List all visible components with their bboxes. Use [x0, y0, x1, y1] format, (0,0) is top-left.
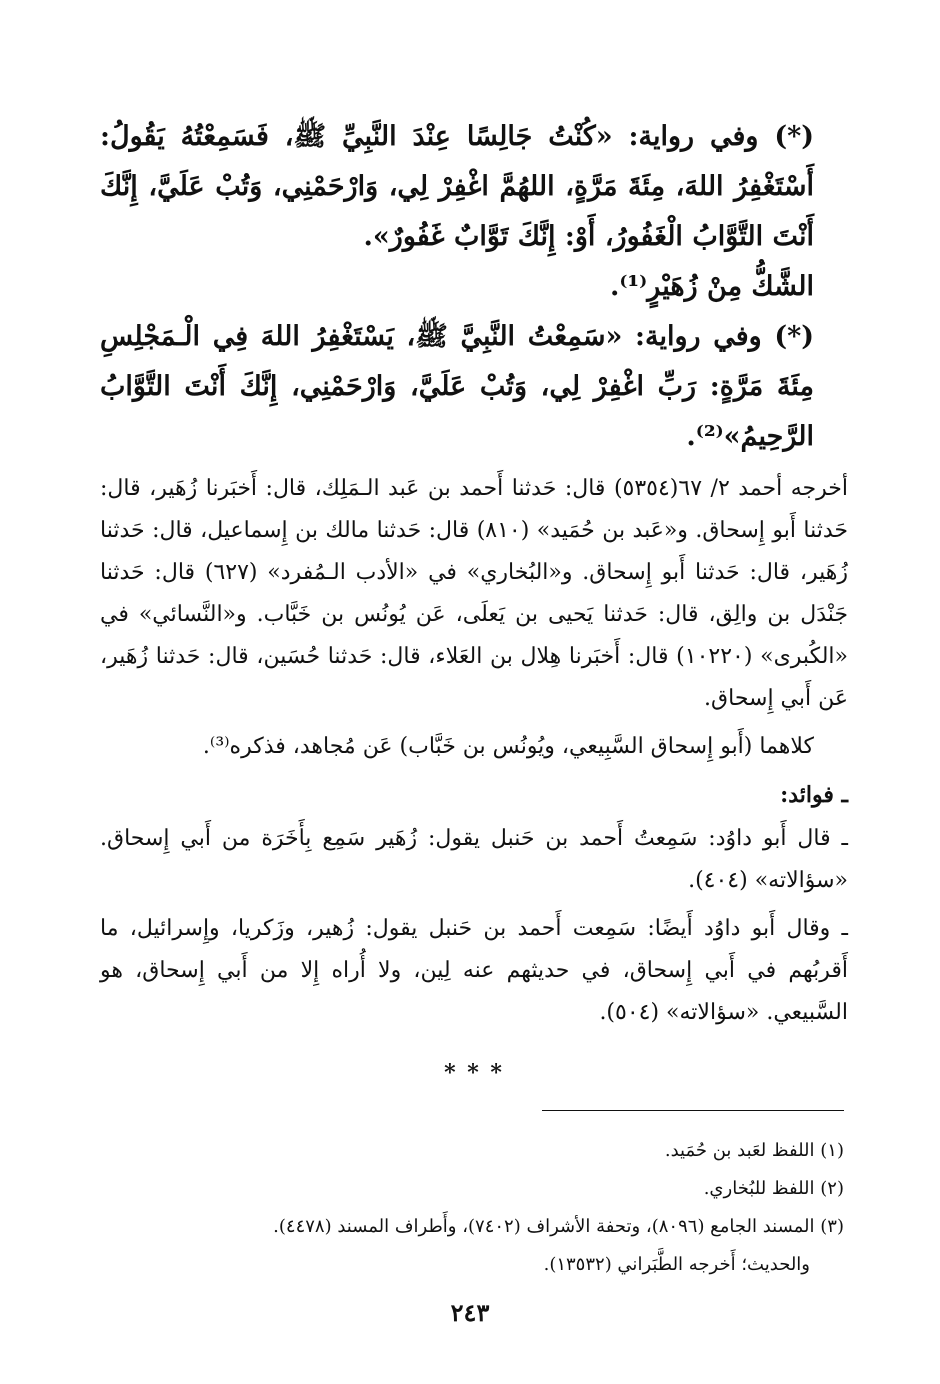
riwaya-paragraph-2: (*) وفي رواية: «سَمِعْتُ النَّبِيَّ ﷺ، يَسْتَغْفِرُ اللهَ فِي الْـمَجْلِسِ مِئَةَ مَرَّةٍ: رَبِّ اغْفِرْ لِي، وَتُبْ عَلَيَّ، وَارْحَمْنِي، إِنَّكَ أَنْتَ التَّوَّابُ الرَّحِيمُ»⁽²⁾.	[100, 321, 814, 452]
section-separator: * * *	[444, 1060, 504, 1086]
page-number: ٢٤٣	[450, 1298, 490, 1327]
footnote-3-continuation: والحديث؛ أَخرجه الطَّبَراني (١٣٥٣٢).	[543, 1254, 810, 1275]
shakk-note: الشَّكُّ مِنْ زُهَيْرٍ⁽¹⁾.	[609, 271, 814, 302]
footnotes	[100, 1132, 844, 1284]
riwaya-paragraph-1: (*) وفي رواية: «كُنْتُ جَالِسًا عِنْدَ النَّبِيِّ ﷺ، فَسَمِعْتُهُ يَقُولُ: أَسْتَغْفِرُ اللهَ، مِئَةَ مَرَّةٍ، اللهُمَّ اغْفِرْ لِي، وَارْحَمْنِي، وَتُبْ عَلَيَّ، إِنَّكَ أَنْتَ التَّوَّابُ الْغَفُورُ، أَوْ: إِنَّكَ تَوَّابٌ غَفُورٌ».	[100, 121, 814, 252]
fawaid-item-2: ـ وقال أَبو داوُد أَيضًا: سَمِعت أَحمد بن حَنبل يقول: زُهير، وزَكريا، وإِسرائيل، ما أَقربُهم في أَبي إِسحاق، في حديثهم عنه لِين، ولا أُراه إِلا من أَبي إِسحاق، هو السَّبيعي. «سؤالاته» (٥٠٤).	[100, 916, 848, 1025]
footnote-divider	[542, 1110, 844, 1111]
fawaid-item-1: ـ قال أَبو داوُد: سَمِعتُ أَحمد بن حَنبل يقول: زُهَير سَمِع بِأَخَرَة من أَبي إِسحاق. «سؤالاته» (٤٠٤).	[100, 826, 848, 893]
kilahuma-paragraph: كلاهما (أَبو إِسحاق السَّبِيعي، ويُونُس بن خَبَّاب) عَن مُجاهد، فذكره⁽³⁾.	[202, 734, 814, 759]
main-text	[100, 112, 848, 1086]
footnote-1: (١) اللفظ لعَبد بن حُمَيد.	[664, 1140, 844, 1161]
footnote-2: (٢) اللفظ للبُخاري.	[703, 1178, 844, 1199]
fawaid-heading: ـ فوائد:	[780, 782, 848, 808]
takhrij-paragraph: أخرجه أحمد ٢/ ٦٧(٥٣٥٤) قال: حَدثنا أَحمد بن عَبد الـمَلِك، قال: أَخبَرنا زُهَير، قال: حَدثنا أَبو إِسحاق. و«عَبد بن حُمَيد» (٨١٠) قال: حَدثنا مالك بن إِسماعيل، قال: حَدثنا زُهَير، قال: حَدثنا أَبو إِسحاق. و«البُخاري» في «الأدب الـمُفرد» (٦٢٧) قال: حَدثنا جَنْدَل بن والِق، قال: حَدثنا يَحيى بن يَعلَى، عَن يُونُس بن خَبَّاب. و«النَّسائي» في «الكُبرى» (١٠٢٢٠) قال: أَخبَرنا هِلال بن العَلاء، قال: حَدثنا حُسَين، قال: حَدثنا زُهَير، عَن أَبي إِسحاق.	[100, 476, 849, 711]
footnote-3: (٣) المسند الجامع (٨٠٩٦)، وتحفة الأشراف (٧٤٠٢)، وأَطراف المسند (٤٤٧٨).	[273, 1216, 844, 1237]
